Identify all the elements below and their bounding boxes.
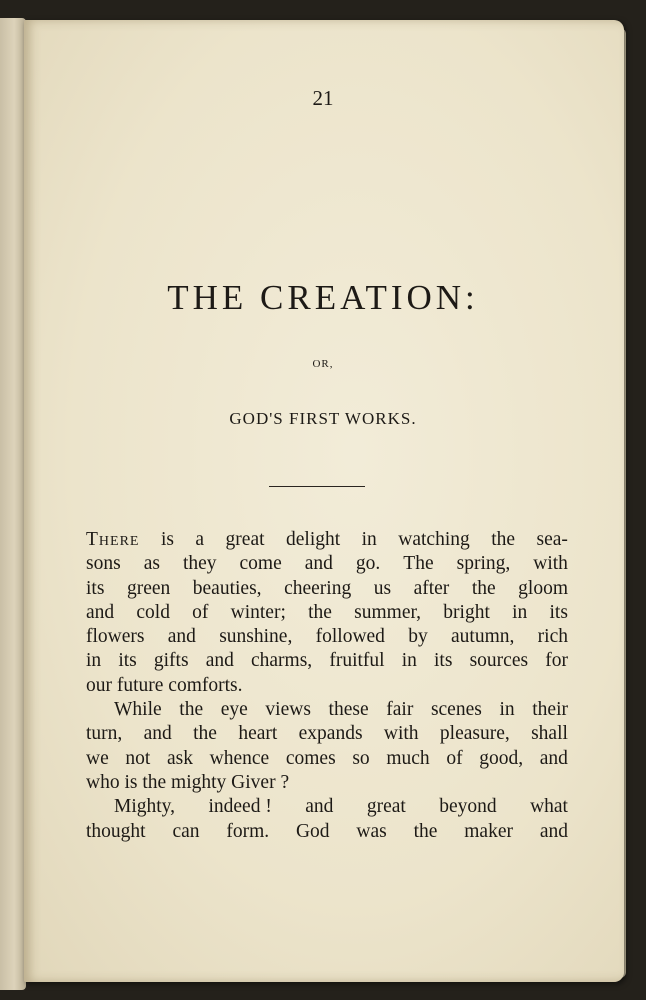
word: these — [328, 699, 369, 721]
section-rule — [269, 486, 365, 487]
word: ask — [166, 747, 193, 769]
word: after — [413, 577, 450, 599]
word: the — [413, 820, 438, 842]
word: and — [539, 820, 568, 842]
word: pleasure, — [439, 723, 510, 745]
body-text — [86, 528, 568, 844]
word: The — [403, 553, 434, 575]
word: spring, — [456, 553, 511, 575]
word: fair — [386, 699, 414, 721]
lead-word: There — [86, 529, 140, 550]
word: and — [205, 650, 234, 672]
word: great — [225, 529, 265, 550]
word: in — [512, 601, 528, 623]
word: the — [308, 601, 332, 623]
word: its — [86, 577, 105, 599]
text-line — [86, 795, 568, 819]
word: the — [193, 723, 217, 745]
word: sunshine, — [219, 626, 293, 648]
word: God — [295, 820, 330, 842]
text-line — [86, 771, 568, 795]
word: scenes — [430, 699, 482, 721]
word: whence — [209, 747, 270, 769]
word: the — [179, 699, 204, 721]
word: for — [545, 650, 568, 672]
word: delight — [286, 529, 341, 550]
word: flowers — [86, 626, 145, 648]
word: in — [361, 529, 377, 550]
text-line — [86, 528, 568, 552]
word: us — [373, 577, 392, 599]
word: expands — [298, 723, 363, 745]
word: what — [530, 796, 568, 818]
chapter-subtitle: GOD'S FIRST WORKS. — [229, 409, 417, 428]
word: and — [305, 796, 334, 818]
word: indeed ! — [208, 796, 272, 818]
word: sea- — [536, 529, 568, 550]
word: much — [386, 747, 430, 769]
word: not — [125, 747, 151, 769]
word: thought — [86, 820, 146, 842]
word: great — [366, 796, 406, 818]
line-text: who is the mighty Giver ? — [86, 771, 290, 793]
word: sources — [469, 650, 529, 672]
word: its — [549, 601, 568, 623]
word: and — [304, 553, 333, 575]
word: beauties, — [192, 577, 262, 599]
word: turn, — [86, 723, 123, 745]
text-line — [86, 674, 568, 698]
chapter-title: THE CREATION: — [167, 278, 479, 317]
word: fruitful — [329, 650, 385, 672]
word: was — [356, 820, 387, 842]
word: and — [539, 747, 568, 769]
word: gloom — [518, 577, 568, 599]
line-text: our future comforts. — [86, 674, 243, 696]
word: and — [167, 626, 196, 648]
word: winter; — [230, 601, 286, 623]
text-line — [86, 747, 568, 771]
word: can — [172, 820, 200, 842]
word: form. — [226, 820, 270, 842]
word: watching — [398, 529, 470, 550]
word: eye — [220, 699, 248, 721]
word: cheering — [284, 577, 352, 599]
word: in — [86, 650, 102, 672]
word: charms, — [251, 650, 313, 672]
text-line — [86, 649, 568, 673]
word: so — [352, 747, 370, 769]
word: maker — [464, 820, 513, 842]
word: gifts — [153, 650, 189, 672]
word: While — [114, 699, 162, 721]
word: a — [195, 529, 205, 550]
word: in — [401, 650, 417, 672]
text-line — [86, 698, 568, 722]
text-line — [86, 601, 568, 625]
word: Mighty, — [114, 796, 176, 818]
word: bright — [443, 601, 490, 623]
text-line — [86, 625, 568, 649]
word: the — [471, 577, 496, 599]
word: cold — [136, 601, 170, 623]
word: and — [86, 601, 115, 623]
text-line — [86, 552, 568, 576]
word: and — [143, 723, 172, 745]
word: by — [408, 626, 428, 648]
word: with — [383, 723, 419, 745]
book-spine — [0, 18, 26, 990]
word: we — [86, 747, 109, 769]
word: with — [533, 553, 568, 575]
word: good, — [479, 747, 524, 769]
word: comes — [285, 747, 336, 769]
word: its — [434, 650, 453, 672]
word: come — [239, 553, 282, 575]
word: autumn, — [451, 626, 515, 648]
title-connector: OR, — [312, 358, 334, 370]
text-line — [86, 722, 568, 746]
word: is — [160, 529, 174, 550]
word: summer, — [354, 601, 422, 623]
word: they — [182, 553, 217, 575]
word: views — [265, 699, 311, 721]
text-line — [86, 820, 568, 844]
word: shall — [531, 723, 568, 745]
word: heart — [238, 723, 278, 745]
word: rich — [537, 626, 568, 648]
word: in — [499, 699, 515, 721]
word: of — [192, 601, 209, 623]
text-line — [86, 577, 568, 601]
word: sons — [86, 553, 121, 575]
word: beyond — [439, 796, 497, 818]
word: their — [532, 699, 568, 721]
word: the — [491, 529, 516, 550]
word: its — [118, 650, 137, 672]
word: followed — [315, 626, 385, 648]
word: green — [126, 577, 171, 599]
page-number: 21 — [312, 86, 334, 110]
word: of — [446, 747, 463, 769]
word: as — [143, 553, 160, 575]
word: go. — [355, 553, 381, 575]
